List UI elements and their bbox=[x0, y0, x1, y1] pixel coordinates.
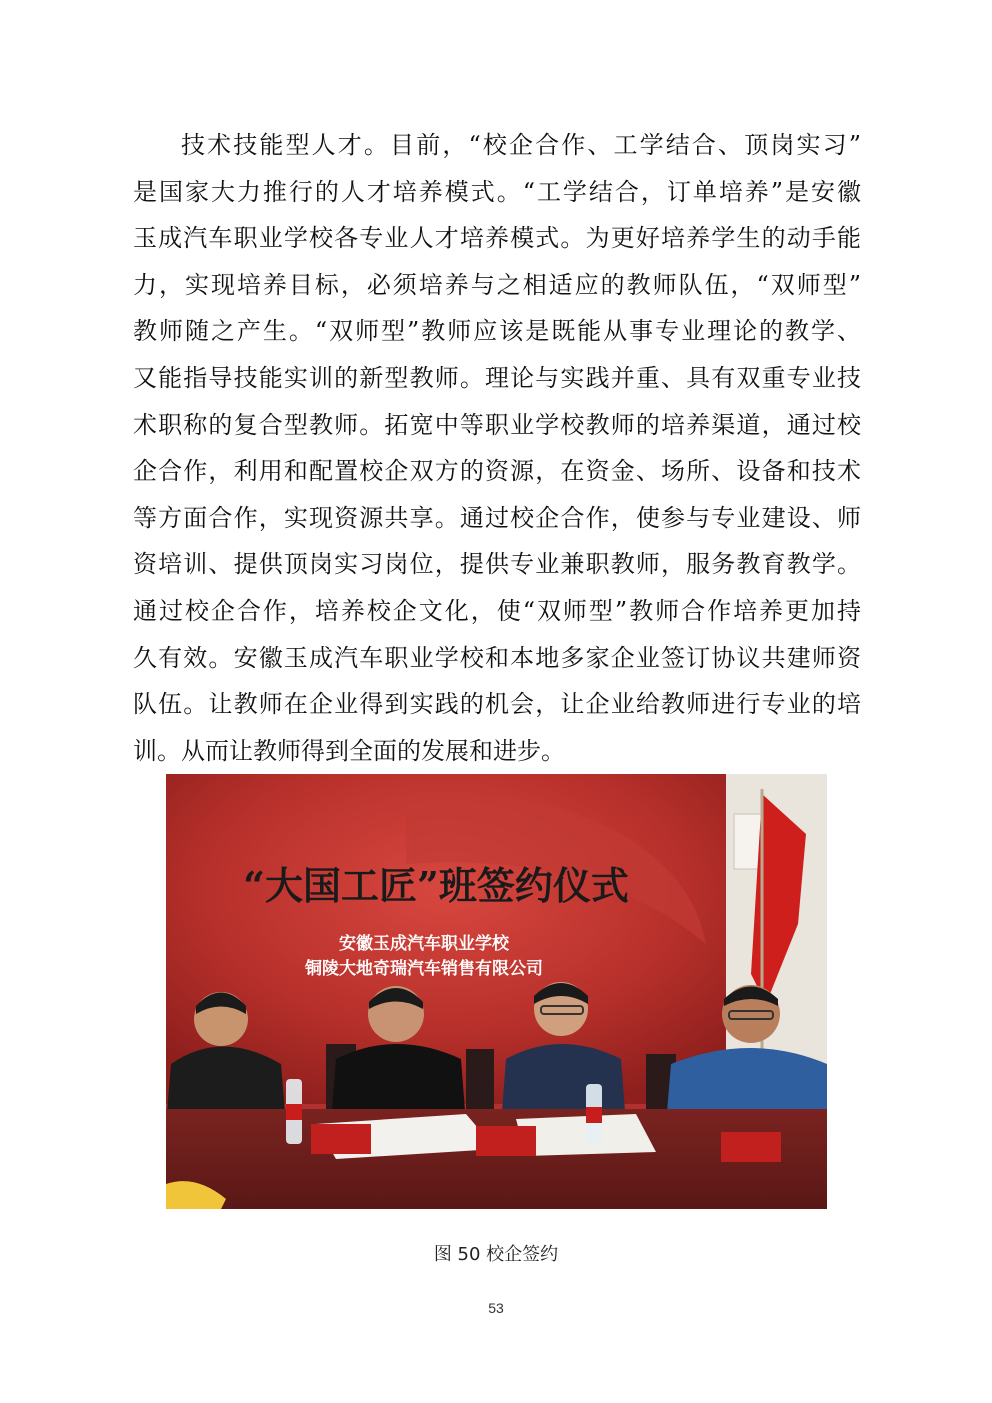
banner-subtitle-company: 铜陵大地奇瑞汽车销售有限公司 bbox=[305, 959, 543, 979]
body-line: 玉成汽车职业学校各专业人才培养模式。为更好培养学生的动手能 bbox=[133, 224, 861, 253]
body-line: 术职称的复合型教师。拓宽中等职业学校教师的培养渠道，通过校 bbox=[133, 410, 861, 439]
body-line: 资培训、提供顶岗实习岗位，提供专业兼职教师，服务教育教学。 bbox=[133, 550, 861, 579]
signing-ceremony-photo bbox=[166, 774, 827, 1209]
body-line: 技术技能型人才。目前，“校企合作、工学结合、顶岗实习” bbox=[181, 131, 861, 159]
figure-caption: 图 50 校企签约 bbox=[433, 1244, 559, 1265]
body-line: 久有效。安徽玉成汽车职业学校和本地多家企业签订协议共建师资 bbox=[133, 643, 861, 672]
page-number: 53 bbox=[488, 1300, 504, 1316]
banner-subtitle-school: 安徽玉成汽车职业学校 bbox=[339, 934, 509, 954]
body-line: 通过校企合作，培养校企文化，使“双师型”教师合作培养更加持 bbox=[133, 596, 861, 625]
banner-title: “大国工匠”班签约仪式 bbox=[243, 863, 629, 908]
body-line: 又能指导技能实训的新型教师。理论与实践并重、具有双重专业技 bbox=[133, 363, 861, 392]
body-line: 训。从而让教师得到全面的发展和进步。 bbox=[133, 736, 565, 765]
body-line: 是国家大力推行的人才培养模式。“工学结合，订单培养”是安徽 bbox=[133, 177, 861, 206]
body-line: 力，实现培养目标，必须培养与之相适应的教师队伍，“双师型” bbox=[133, 270, 861, 299]
body-line: 企合作，利用和配置校企双方的资源，在资金、场所、设备和技术 bbox=[133, 457, 861, 486]
body-line: 等方面合作，实现资源共享。通过校企合作，使参与专业建设、师 bbox=[133, 503, 861, 532]
body-text bbox=[133, 122, 861, 774]
body-line: 队伍。让教师在企业得到实践的机会，让企业给教师进行专业的培 bbox=[133, 690, 861, 719]
body-line: 教师随之产生。“双师型”教师应该是既能从事专业理论的教学、 bbox=[133, 317, 861, 346]
